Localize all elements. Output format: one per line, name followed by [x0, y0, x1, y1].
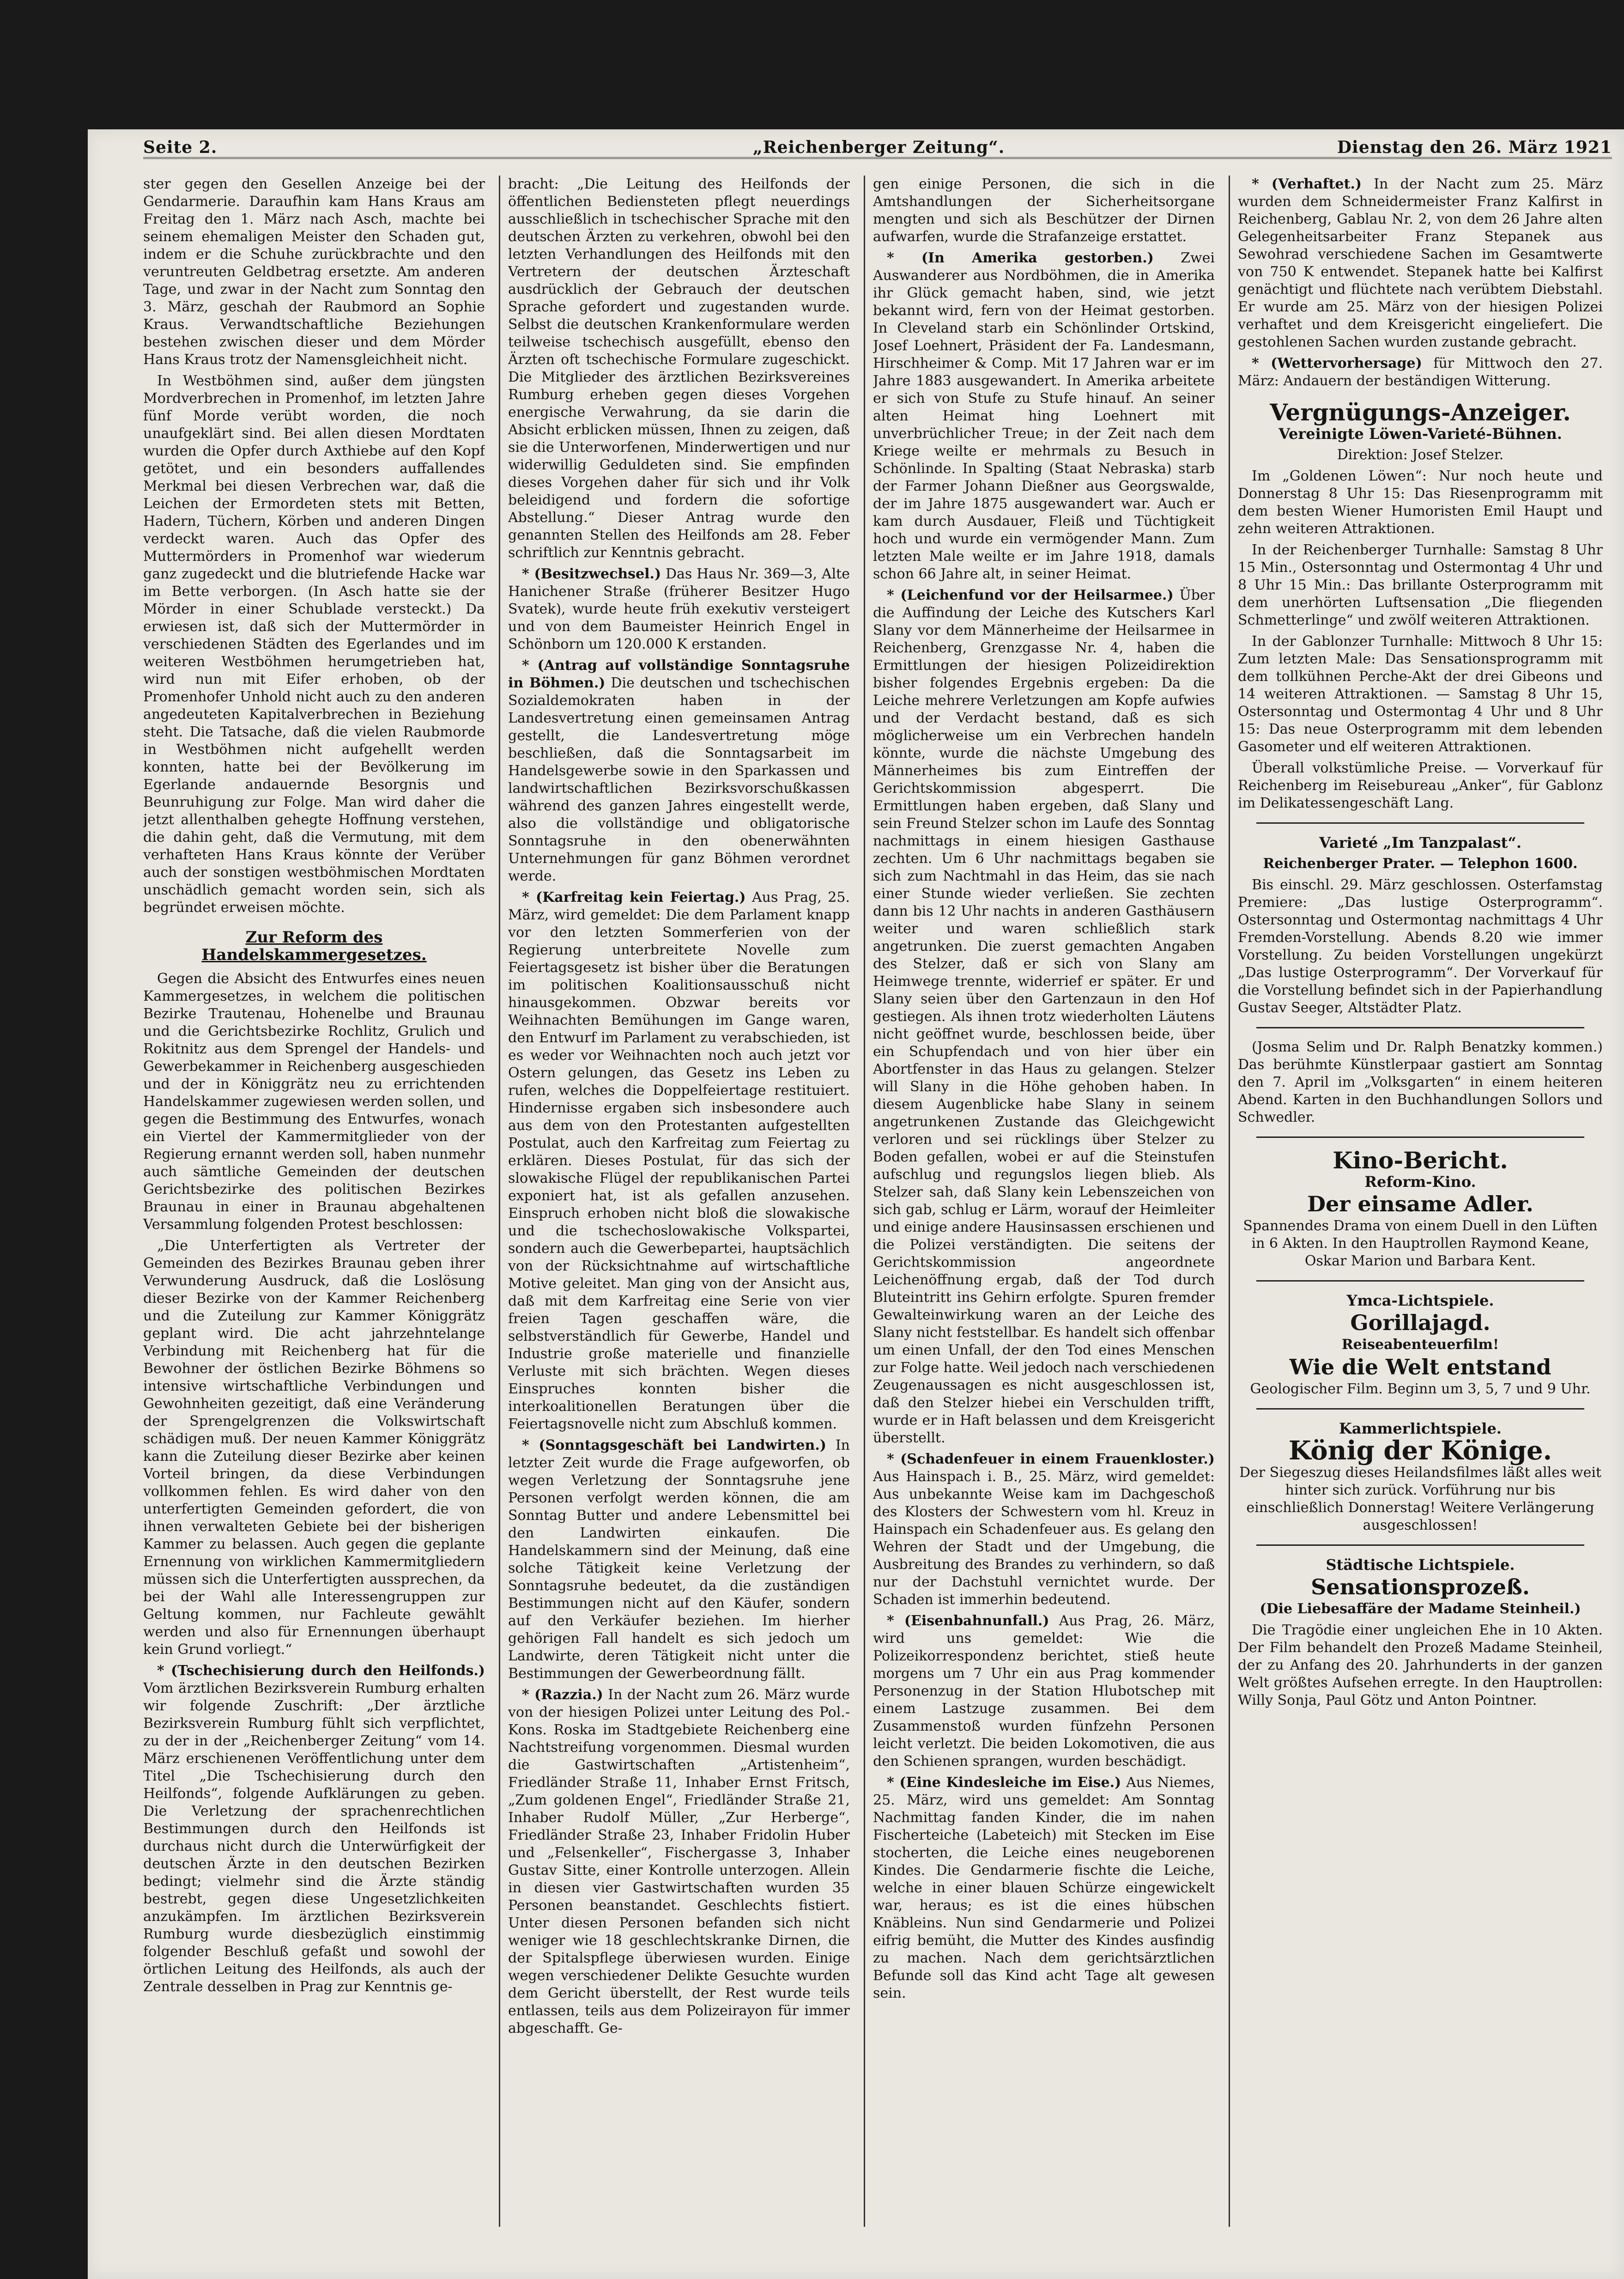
- item-title: * (Eisenbahnunfall.): [887, 1613, 1049, 1629]
- cinema-name: Städtische Lichtspiele.: [1326, 1556, 1515, 1574]
- item-text: Das Haus Nr. 369—3, Alte Hanichener Straße (früherer Besitzer Hugo Svatek), wurde heute früh exekutiv versteigert und von dem Baumeister Heinrich Engel in Schönborn um 120.000 K erstanden.: [508, 566, 850, 652]
- paragraph: In Westböhmen sind, außer dem jüngsten Mordverbrechen in Promenhof, im letzten Jahre fünf Morde verübt worden, die noch unaufgeklärt sind. Bei allen diesen Mordtaten wurden die Opfer durch Axthiebe auf den Kopf getötet, und ein besonders auffallendes Merkmal bei diesen Verbrechen war, daß die Leichen der Ermordeten stets mit Betten, Hadern, Tüchern, Körben und anderen Dingen verdeckt waren. Auch das Opfer des Muttermörders in Promenhof war wiederum ganz zugedeckt und die blutriefende Hacke war im Bette verborgen. (In Asch hatte sie der Mörder in einer Schublade versteckt.) Da erwiesen ist, daß sich der Muttermörder in verschiedenen Städten des Egerlandes und im weiteren Westböhmen herumgetrieben hat, wird nun mit Eifer erhoben, ob der Promenhofer Unhold nicht auch zu den anderen angedeuteten Kapitalverbrechen in Beziehung steht. Die Tatsache, daß die vielen Raubmorde in Westböhmen nicht aufgehellt werden konnten, hatte bei der Bevölkerung im Egerlande andauernde Besorgnis und Beunruhigung zur Folge. Man wird daher die jetzt allenthalben gehegte Hoffnung verstehen, die dahin geht, daß die Vermutung, mit dem verhafteten Hans Kraus könnte der Verüber auch der sonstigen westböhmischen Mordtaten unschädlich gemacht worden sein, sich als begründet erweisen möchte.: [143, 373, 485, 916]
- section-heading: Vergnügungs-Anzeiger.: [1270, 399, 1571, 426]
- divider: [1256, 822, 1584, 824]
- cinema-name: Kammerlichtspiele.: [1339, 1420, 1502, 1437]
- paragraph: ster gegen den Gesellen Anzeige bei der Gendarmerie. Daraufhin kam Hans Kraus am Freitag den 1. März nach Asch, machte bei seinem ehemaligen Meister den Schaden gut, indem er die Schuhe zurückbrachte und den veruntreuten Geldbetrag ersetzte. Am anderen Tage, und zwar in der Nacht zum Sonntag den 3. März, geschah der Raubmord an Sophie Kraus. Verwandtschaftliche Beziehungen bestehen zwischen dieser und dem Mörder Hans Kraus trotz der Namensgleichheit nicht.: [143, 176, 485, 368]
- ad-subtitle: Direktion: Josef Stelzer.: [1337, 447, 1504, 463]
- item-title: * (Karfreitag kein Feiertag.): [522, 889, 746, 906]
- item-text: In letzter Zeit wurde die Frage aufgeworfen, ob wegen Verletzung der Sonntagsruhe jene Personen verfolgt werden können, die am Sonntag Butter und andere Lebensmittel bei den Landwirten einkaufen. Die Handelskammern sind der Meinung, daß eine solche Tätigkeit keine Verletzung der Sonntagsruhe bedeutet, da die zuständigen Bestimmungen nicht auf den Käufer, sondern auf den Verkäufer beziehen. Im hierher gehörigen Fall handelt es sich jedoch um Landwirte, deren Tätigkeit nicht unter die Bestimmungen der Gewerbeordnung fällt.: [508, 1437, 850, 1682]
- ad-title: Vereinigte Löwen-Varieté-Bühnen.: [1279, 425, 1562, 443]
- item-text: Die deutschen und tschechischen Sozialdemokraten haben in der Landesvertretung einen gemeinsamen Antrag gestellt, die Landesvertretung möge beschließen, daß die Sonntagsarbeit im Handelsgewerbe sowie in den Sparkassen und landwirtschaftlichen Bezirksvorschußkassen während des ganzen Jahres eingestellt werde, also die vollständige und obligatorische Sonntagsruhe in den obenerwähnten Unternehmungen für ganz Böhmen verordnet werde.: [508, 675, 850, 884]
- film-description: Geologischer Film. Beginn um 3, 5, 7 und 9 Uhr.: [1250, 1381, 1591, 1397]
- column-3: [873, 176, 1215, 2006]
- film-title: Der einsame Adler.: [1307, 1191, 1533, 1216]
- news-item: [873, 249, 1215, 583]
- item-title: * (Sonntagsgeschäft bei Landwirten.): [522, 1437, 826, 1453]
- issue-date: Dienstag den 26. März 1921: [1337, 138, 1612, 157]
- divider: [1256, 1136, 1584, 1138]
- item-title: * (Verhaftet.): [1252, 176, 1362, 192]
- column-rule: [864, 176, 865, 2227]
- newspaper-title: „Reichenberger Zeitung“.: [753, 138, 1005, 157]
- film-title: Gorillajagd.: [1350, 1310, 1491, 1335]
- divider: [1256, 1280, 1584, 1282]
- news-item: [873, 1774, 1215, 2002]
- film-title: Sensationsprozeß.: [1311, 1574, 1530, 1599]
- ad-subtitle: Reichenberger Prater. — Telephon 1600.: [1263, 856, 1578, 872]
- film-description: Spannendes Drama von einem Duell in den Lüften in 6 Akten. In den Hauptrollen Raymond Keane, Oskar Marion und Barbara Kent.: [1243, 1218, 1598, 1269]
- news-item: [873, 1451, 1215, 1609]
- news-item: [143, 1662, 485, 1996]
- ad-text: Überall volkstümliche Preise. — Vorverkauf für Reichenberg im Reisebureau „Anker“, für Gablonz im Delikatessengeschäft Lang.: [1238, 760, 1603, 811]
- item-text: In der Nacht zum 26. März wurde von der hiesigen Polizei unter Leitung des Pol.-Kons. Roska im Stadtgebiete Reichenberg eine Nachtstreifung vorgenommen. Diesmal wurden die Gastwirtschaften „Artistenheim“, Friedländer Straße 11, Inhaber Ernst Fritsch, „Zum goldenen Engel“, Friedländer Straße 21, Inhaber Rudolf Müller, „Zur Herberge“, Friedländer Straße 23, Inhaber Fridolin Huber und „Felsenkeller“, Fischergasse 3, Inhaber Gustav Sitte, einer Kontrolle unterzogen. Allein in diesen vier Gastwirtschaften wurden 35 Personen beanstandet. Geschlechts fistiert. Unter diesen Personen befanden sich nicht weniger wie 18 geschlechtskranke Dirnen, die der Spitalspflege überwiesen wurden. Einige wegen verschiedener Delikte Gesuchte wurden dem Gericht überstellt, der Rest wurde teils entlassen, teils aus dem Polizeirayon für immer abgeschafft. Ge-: [508, 1687, 850, 2036]
- news-item: [1238, 355, 1603, 390]
- divider: [1256, 1544, 1584, 1546]
- film-subtitle: (Die Liebesaffäre der Madame Steinheil.): [1260, 1601, 1581, 1617]
- ad-text: In der Gablonzer Turnhalle: Mittwoch 8 Uhr 15: Zum letzten Male: Das Sensationsprogramm mit dem tollkühnen Perche-Akt der drei Gibeons und 14 weiteren Attraktionen. — Samstag 8 Uhr 15, Ostersonntag und Ostermontag 4 Uhr und 8 Uhr 15: Das neue Osterprogramm mit dem lebenden Gasometer und elf weiteren Attraktionen.: [1238, 633, 1603, 755]
- ad-text: Bis einschl. 29. März geschlossen. Osterfamstag Premiere: „Das lustige Osterprogramm“. Ostersonntag und Ostermontag nachmittags 4 Uhr Fremden-Vorstellung. Abends 8.20 wie immer Vorstellung. Zu beiden Vorstellungen ungekürzt „Das lustige Osterprogramm“. Der Vorverkauf für die Vorstellung befindet sich in der Papierhandlung Gustav Seeger, Altstädter Platz.: [1238, 877, 1603, 1016]
- item-text: Aus Prag, 25. März, wird gemeldet: Die dem Parlament knapp vor den letzten Sommerferien von der Regierung unterbreitete Novelle zum Feiertagsgesetz ist bisher über die Beratungen im politischen Koalitionsausschuß nicht hinausgekommen. Obzwar bereits vor Weihnachten Bemühungen im Gange waren, den Entwurf im Parlament zu verabschieden, ist es weder vor Weihnachten noch auch jetzt vor Ostern gelungen, das Gesetz ins Leben zu rufen, welches die Doppelfeiertage restituiert. Hindernisse ergaben sich insbesondere auch aus dem von den Protestanten aufgestellten Postulat, auch den Karfreitag zum Feiertag zu erklären. Dieses Postulat, für das sich der slowakische Flügel der republikanischen Partei exponiert hat, ist als gefallen anzusehen. Einspruch erhoben nicht bloß die slowakische und die tschechoslowakische Volkspartei, sondern auch die Gewerbepartei, hauptsächlich von der Rücksichtnahme auf wirtschaftliche Motive geleitet. Man ging von der Ansicht aus, daß mit dem Karfreitag eine Serie von vier freien Tagen geschaffen wäre, die selbstverständlich für Gewerbe, Handel und Industrie große materielle und finanzielle Verluste mit sich brächten. Wegen dieses Einspruches konnten bisher die interkoalitionellen Beratungen über die Feiertagsnovelle nicht zum Abschluß kommen.: [508, 889, 850, 1432]
- item-text: In der Nacht zum 25. März wurden dem Schneidermeister Franz Kalfirst in Reichenberg, Gablau Nr. 2, von dem 26 Jahre alten Gelegenheitsarbeiter Franz Stepanek aus Sewohrad verschiedene Sachen im Gesamtwerte von 750 K entwendet. Stepanek hatte bei Kalfirst genächtigt und flüchtete nach verübtem Diebstahl. Er wurde am 25. März von der hiesigen Polizei verhaftet und dem Kreisgericht eingeliefert. Die gestohlenen Sachen wurden zustande gebracht.: [1238, 176, 1603, 350]
- news-item: [508, 889, 850, 1433]
- ad-text: In der Reichenberger Turnhalle: Samstag 8 Uhr 15 Min., Ostersonntag und Ostermontag 4 Uhr und 8 Uhr 15 Min.: Das brillante Osterprogramm mit dem unerhörten Luftsensation „Die fliegenden Schmetterlinge“ und zwölf weiteren Attraktionen.: [1238, 542, 1603, 628]
- article-heading: Zur Reform des Handelskammergesetzes.: [201, 928, 427, 964]
- film-title: König der Könige.: [1288, 1435, 1552, 1466]
- ad-text: (Josma Selim und Dr. Ralph Benatzky kommen.) Das berühmte Künstlerpaar gastiert am Sonntag den 7. April im „Volksgarten“ in einem heiteren Abend. Karten in den Buchhandlungen Sollors und Schwedler.: [1238, 1039, 1603, 1125]
- news-item: [508, 1686, 850, 2037]
- cinema-name: Ymca-Lichtspiele.: [1346, 1292, 1494, 1309]
- item-title: * (Eine Kindesleiche im Eise.): [887, 1775, 1121, 1791]
- news-item: [508, 657, 850, 885]
- item-text: Vom ärztlichen Bezirksverein Rumburg erhalten wir folgende Zuschrift: „Der ärztliche Bezirksverein Rumburg fühlt sich verpflichtet, zu der in der „Reichenberger Zeitung“ vom 14. März erschienenen Veröffentlichung unter dem Titel „Die Tschechisierung durch den Heilfonds“, folgende Aufklärungen zu geben. Die Verletzung der sprachenrechtlichen Bestimmungen durch den Heilfonds ist durchaus nicht durch die Unterwürfigkeit der deutschen Ärzte in den deutschen Bezirken bedingt; vielmehr sind die Ärzte ständig bestrebt, gegen diese Ungesetzlichkeiten anzukämpfen. Im ärztlichen Bezirksverein Rumburg wurde diesbezüglich einstimmig folgender Beschluß gefaßt und sowohl der örtlichen Leitung des Heilfonds, als auch der Zentrale desselben in Prag zur Kenntnis ge-: [143, 1680, 485, 1995]
- item-text: Aus Prag, 26. März, wird uns gemeldet: Wie die Polizeikorrespondenz berichtet, stieß heute morgens um 7 Uhr ein aus Prag kommender Personenzug in der Station Hlubotschep mit einem Lastzuge zusammen. Bei dem Zusammenstoß wurden fünfzehn Personen leicht verletzt. Die beiden Lokomotiven, die aus den Schienen sprangen, wurden beschädigt.: [873, 1613, 1215, 1769]
- item-title: * (Razzia.): [522, 1687, 603, 1703]
- news-item: [508, 565, 850, 653]
- film-description: Der Siegeszug dieses Heilandsfilmes läßt alles weit hinter sich zurück. Vorführung nur bis einschließlich Donnerstag! Weitere Verlängerung ausgeschlossen!: [1239, 1465, 1602, 1533]
- paragraph: Gegen die Absicht des Entwurfes eines neuen Kammergesetzes, in welchem die politischen Bezirke Trautenau, Hohenelbe und Braunau und die Gerichtsbezirke Rochlitz, Grulich und Rokitnitz aus dem Sprengel der Handels- und Gewerbekammer in Reichenberg ausgeschieden und der in Königgrätz neu zu errichtenden Handelskammer zugewiesen werden sollen, und gegen die Bestimmung des Entwurfes, wonach ein Viertel der Kammermitglieder von der Regierung ernannt werden soll, haben nunmehr auch sämtliche Gemeinden der deutschen Gerichtsbezirke des politischen Bezirkes Braunau in einer in Braunau abgehaltenen Versammlung folgenden Protest beschlossen:: [143, 971, 485, 1233]
- column-rule: [499, 176, 500, 2227]
- page-number: Seite 2.: [143, 138, 218, 157]
- column-rule: [1229, 176, 1230, 2227]
- item-title: * (Antrag auf vollständige Sonntagsruhe in Böhmen.): [508, 657, 850, 691]
- news-item: [1238, 176, 1603, 351]
- film-title: Wie die Welt entstand: [1289, 1355, 1551, 1380]
- item-title: * (Besitzwechsel.): [522, 566, 661, 582]
- ad-title: Varieté „Im Tanzpalast“.: [1319, 834, 1521, 851]
- film-description: Die Tragödie einer ungleichen Ehe in 10 Akten. Der Film behandelt den Prozeß Madame Steinheil, der zu Anfang des 20. Jahrhunderts in der ganzen Welt größtes Aufsehen erregte. In den Hauptrollen: Willy Sonja, Paul Götz und Anton Pointner.: [1238, 1622, 1603, 1708]
- film-subtitle: Reiseabenteuerfilm!: [1341, 1337, 1499, 1353]
- item-text: für Mittwoch den 27. März: Andauern der beständigen Witterung.: [1238, 355, 1603, 389]
- column-4: [1238, 176, 1603, 1713]
- item-text: Aus Hainspach i. B., 25. März, wird gemeldet: Aus unbekannte Weise kam im Dachgeschoß des Klosters der Schwestern vom hl. Kreuz in Hainspach ein Schadenfeuer aus. Es gelang den Wehren der Stadt und der Umgebung, die Ausbreitung des Brandes zu verhindern, so daß nur der Dachstuhl vernichtet wurde. Der Schaden ist immerhin bedeutend.: [873, 1469, 1215, 1608]
- item-text: Aus Niemes, 25. März, wird uns gemeldet: Am Sonntag Nachmittag fanden Kinder, die im nahen Fischerteiche (Labeteich) mit Stecken im Eise stocherten, die Leiche eines neugeborenen Kindes. Die Gendarmerie fischte die Leiche, welche in einer blauen Schürze eingewickelt war, heraus; es ist die eines hübschen Knäbleins. Nun sind Gendarmerie und Polizei eifrig bemüht, die Mutter des Kindes ausfindig zu machen. Nach dem gerichtsärztlichen Befunde soll das Kind acht Tage alt gewesen sein.: [873, 1775, 1215, 2001]
- paragraph: gen einige Personen, die sich in die Amtshandlungen der Sicherheitsorgane mengten und sich als Beschützer der Dirnen aufwarfen, wurde die Strafanzeige erstattet.: [873, 176, 1215, 245]
- item-title: * (In Amerika gestorben.): [887, 250, 1154, 266]
- item-title: * (Wettervorhersage): [1252, 355, 1422, 371]
- item-text: Zwei Auswanderer aus Nordböhmen, die in Amerika ihr Glück gemacht haben, sind, wie jetzt bekannt wird, fern von der Heimat gestorben. In Cleveland starb ein Schönlinder Ortskind, Josef Loehnert, Präsident der Fa. Landesmann, Hirschheimer & Comp. Mit 17 Jahren war er im Jahre 1883 ausgewandert. In Amerika arbeitete er sich von Stufe zu Stufe hinauf. An seiner alten Heimat hing Loehnert mit unverbrüchlicher Treue; in der Zeit nach dem Kriege weilte er mehrmals zu Besuch in Schönlinde. In Spalting (Staat Nebraska) starb der Farmer Johann Dießner aus Georgswalde, der im Jahre 1875 ausgewandert war. Auch er kam durch Ausdauer, Fleiß und Tüchtigkeit hoch und wurde ein vermögender Mann. Zum letzten Male weilte er im Jahre 1918, damals schon 66 Jahre alt, in seiner Heimat.: [873, 250, 1215, 582]
- column-1: [143, 176, 485, 1999]
- item-title: * (Schadenfeuer in einem Frauenkloster.): [887, 1451, 1215, 1467]
- section-heading: Kino-Bericht.: [1333, 1147, 1508, 1174]
- divider: [1256, 1408, 1584, 1410]
- newspaper-page: [88, 129, 1624, 2279]
- paragraph: „Die Unterfertigten als Vertreter der Gemeinden des Bezirkes Braunau geben ihrer Verwunderung Ausdruck, daß die Loslösung dieser Bezirke von der Kammer Reichenberg und die Zuteilung zur Kammer Königgrätz geplant wird. Die acht jahrzehntelange Verbindung mit Reichenberg hat für die Bewohner der östlichen Bezirke Böhmens so intensive wirtschaftliche Verbindungen und Gewohnheiten gezeitigt, daß eine Veränderung der Sprengelgrenzen die Volkswirtschaft schädigen muß. Der neuen Kammer Königgrätz kann die Zuteilung dieser Bezirke aber keinen Vorteil bringen, da diese Verbindungen vollkommen fehlen. Es wird daher von den unterfertigten Gemeinden gefordert, die von ihnen verwalteten Gebiete bei der bisherigen Kammer zu belassen. Auch gegen die geplante Ernennung von wirklichen Kammermitgliedern müssen sich die Unterfertigten aussprechen, da bei der Wahl alle Interessengruppen zur Geltung kommen, nur Fachleute gewählt werden und also für Ernennungen überhaupt kein Grund vorliegt.“: [143, 1238, 485, 1658]
- cinema-name: Reform-Kino.: [1364, 1173, 1476, 1191]
- ad-text: Im „Goldenen Löwen“: Nur noch heute und Donnerstag 8 Uhr 15: Das Riesenprogramm mit dem besten Wiener Humoristen Emil Haupt und zehn weiteren Attraktionen.: [1238, 468, 1603, 537]
- paragraph: bracht: „Die Leitung des Heilfonds der öffentlichen Bediensteten pflegt neuerdings ausschließlich in tschechischer Sprache mit den deutschen Ärzten zu verkehren, obwohl bei den letzten Verhandlungen des Heilfonds mit den Vertretern der deutschen Ärzteschaft ausdrücklich der Gebrauch der deutschen Sprache gefordert und zugestanden wurde. Selbst die deutschen Krankenformulare werden teilweise tschechisch ausgefüllt, ebenso den Ärzten oft tschechische Formulare zugeschickt. Die Mitglieder des ärztlichen Bezirksvereines Rumburg erheben gegen dieses Vorgehen energische Verwahrung, da sie darin die Absicht erblicken müssen, Ihnen zu zeigen, daß sie die Unterworfenen, Minderwertigen und nur widerwillig Geduldeten sind. Sie empfinden dieses Vorgehen daher für sich und ihr Volk beleidigend und fordern die sofortige Abstellung.“ Dieser Antrag wurde den genannten Stellen des Heilfonds am 28. Feber schriftlich zur Kenntnis gebracht.: [508, 176, 850, 561]
- column-2: [508, 176, 850, 2041]
- news-item: [508, 1437, 850, 1683]
- news-item: [873, 587, 1215, 1447]
- divider: [1256, 1027, 1584, 1028]
- item-text: Über die Auffindung der Leiche des Kutschers Karl Slany vor dem Männerheime der Heilsarmee in Reichenberg, Grenzgasse Nr. 4, haben die Ermittlungen der hiesigen Polizeidirektion bisher folgendes Ergebnis ergeben: Da die Leiche mehrere Verletzungen am Kopfe aufwies und der Verdacht bestand, daß es sich möglicherweise um ein Verbrechen handeln könnte, wurde die nächste Umgebung des Männerheimes bis zum Eintreffen der Gerichtskommission abgesperrt. Die Ermittlungen haben ergeben, daß Slany und sein Freund Stelzer schon im Laufe des Sonntag nachmittags in einem hiesigen Gasthause zechten. Um 6 Uhr nachmittags begaben sie sich zum Nachtmahl in das Heim, das sie nach einer Stunde wieder verließen. Sie zechten dann bis 12 Uhr nachts in anderen Gasthäusern weiter und waren schließlich stark angetrunken. Die zuerst gemachten Angaben des Stelzer, daß er sich von Slany am Heimwege trennte, widerrief er später. Er und Slany seien über den Gartenzaun in den Hof gestiegen. Als ihnen trotz wiederholten Läutens nicht geöffnet wurde, beschlossen beide, über ein Schupfendach und von hier über ein Abortfenster in das Haus zu gelangen. Stelzer will Slany in die Höhe gehoben haben. In diesem Augenblicke habe Slany in seinem angetrunkenen Zustande das Gleichgewicht verloren und sei rücklings über Stelzer zu Boden gefallen, wobei er auf die Steinstufen aufschlug und regungslos liegen blieb. Als Stelzer sah, daß Slany kein Lebenszeichen von sich gab, schlug er Lärm, worauf der Heimleiter und einige andere Hausinsassen erschienen und die Polizei verständigten. Die seitens der Gerichtskommission angeordnete Leichenöffnung ergab, daß der Tod durch Bluteintritt ins Gehirn erfolgte. Spuren fremder Gewalteinwirkung waren an der Leiche des Slany nicht feststellbar. Es handelt sich offenbar um einen Unfall, der den Tod eines Menschen zur Folge hatte. Weil jedoch nach verschiedenen Zeugenaussagen es nicht ausgeschlossen ist, daß den Stelzer hiebei ein Verschulden trifft, wurde er in Haft belassen und dem Kreisgericht überstellt.: [873, 587, 1215, 1446]
- page-header: [143, 129, 1612, 159]
- item-title: * (Tschechisierung durch den Heilfonds.): [157, 1663, 485, 1679]
- item-title: * (Leichenfund vor der Heilsarmee.): [887, 587, 1174, 603]
- news-item: [873, 1612, 1215, 1770]
